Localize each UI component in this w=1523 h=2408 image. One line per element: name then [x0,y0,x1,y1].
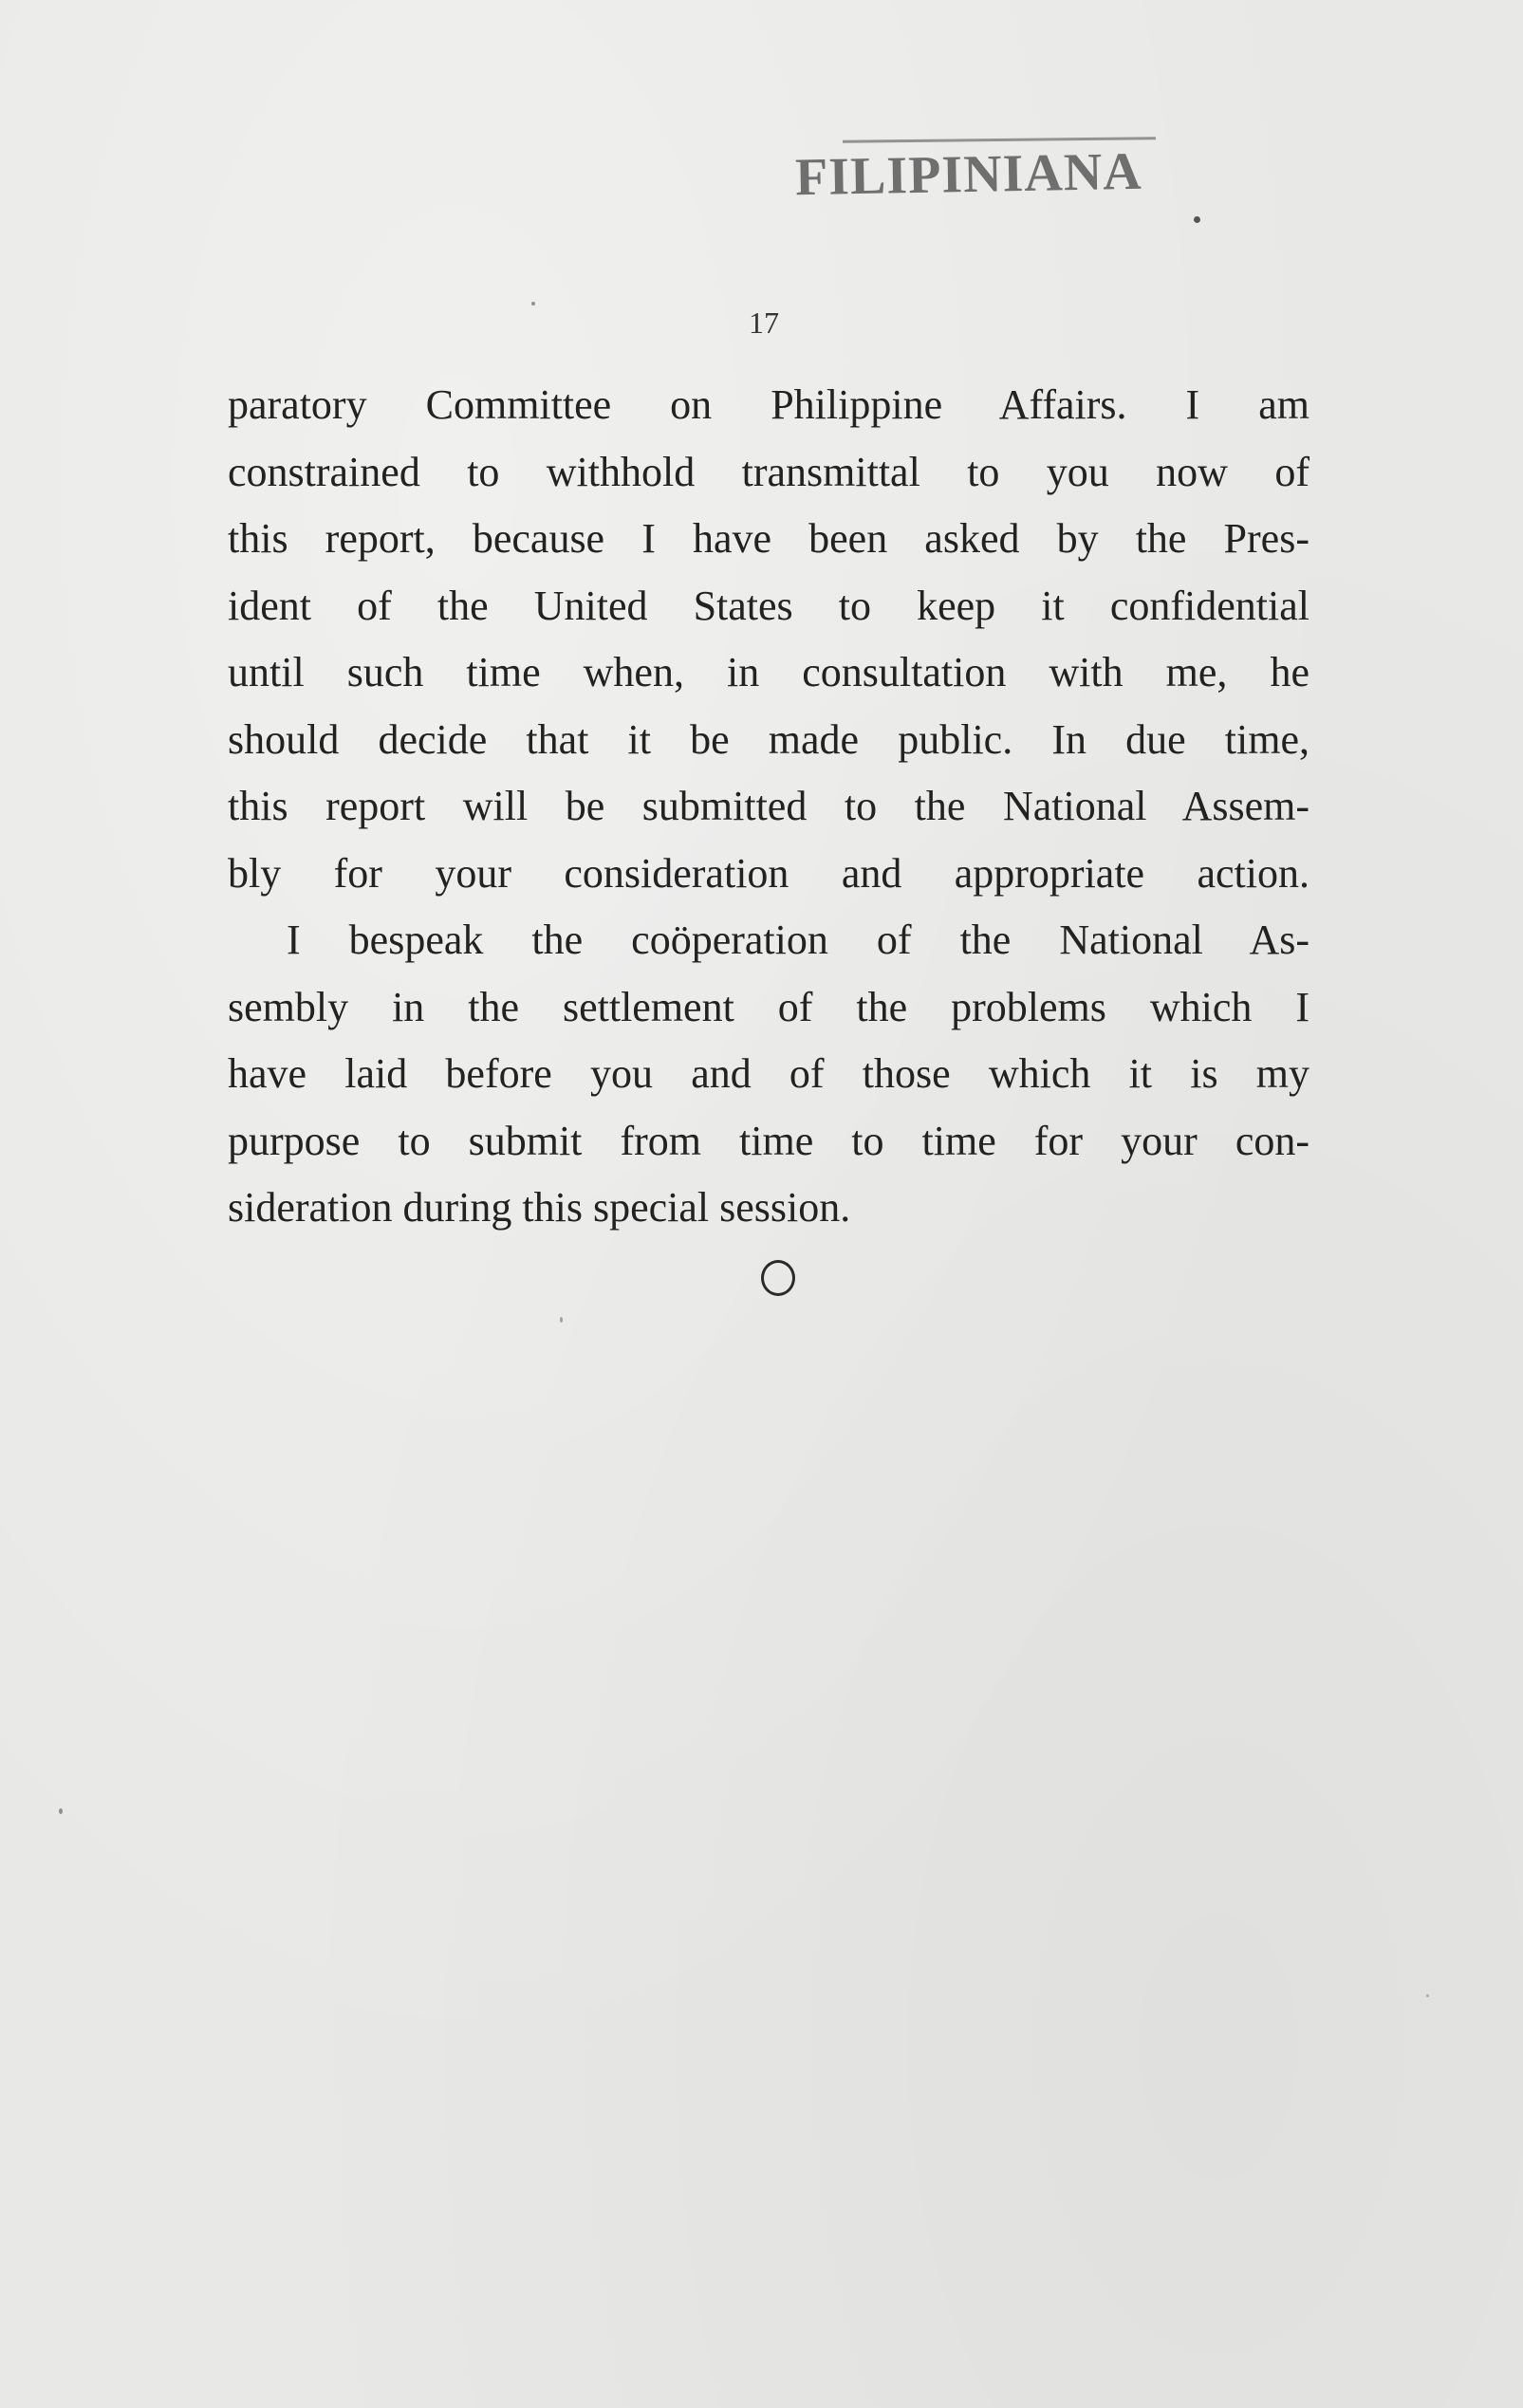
ink-speck [1194,216,1200,223]
ink-speck [531,302,535,306]
ink-speck [1426,1994,1429,1997]
text-line: purpose to submit from time to time for your con- [228,1117,1309,1164]
paragraph-2 [228,907,1309,1242]
filipiniana-stamp [794,139,1156,208]
ink-speck [59,1808,63,1814]
text-line: I bespeak the coöperation of the National As- [287,917,1309,963]
text-line: ident of the United States to keep it confidential [228,582,1309,629]
ink-speck [560,1317,563,1323]
circle-end-mark-icon [761,1260,795,1296]
text-line: this report will be submitted to the National Assem- [228,783,1309,829]
text-line: should decide that it be made public. In due time, [228,715,1309,763]
stamp-text: FILIPINIANA [794,141,1143,208]
text-line: until such time when, in consultation with me, he [228,649,1309,695]
text-line: constrained to withhold transmittal to you now of [228,448,1309,495]
text-line: sembly in the settlement of the problems which I [228,983,1309,1030]
paragraph-1 [228,372,1309,907]
text-line: bly for your consideration and appropriate action. [228,849,1309,897]
text-line: sideration during this special session. [228,1184,851,1231]
page-number: 17 [749,306,779,340]
text-line: this report, because I have been asked by the Pres- [228,515,1309,562]
text-line: paratory Committee on Philippine Affairs. I am [228,381,1309,428]
body-text [228,372,1309,1242]
text-line: have laid before you and of those which it is my [228,1050,1309,1097]
